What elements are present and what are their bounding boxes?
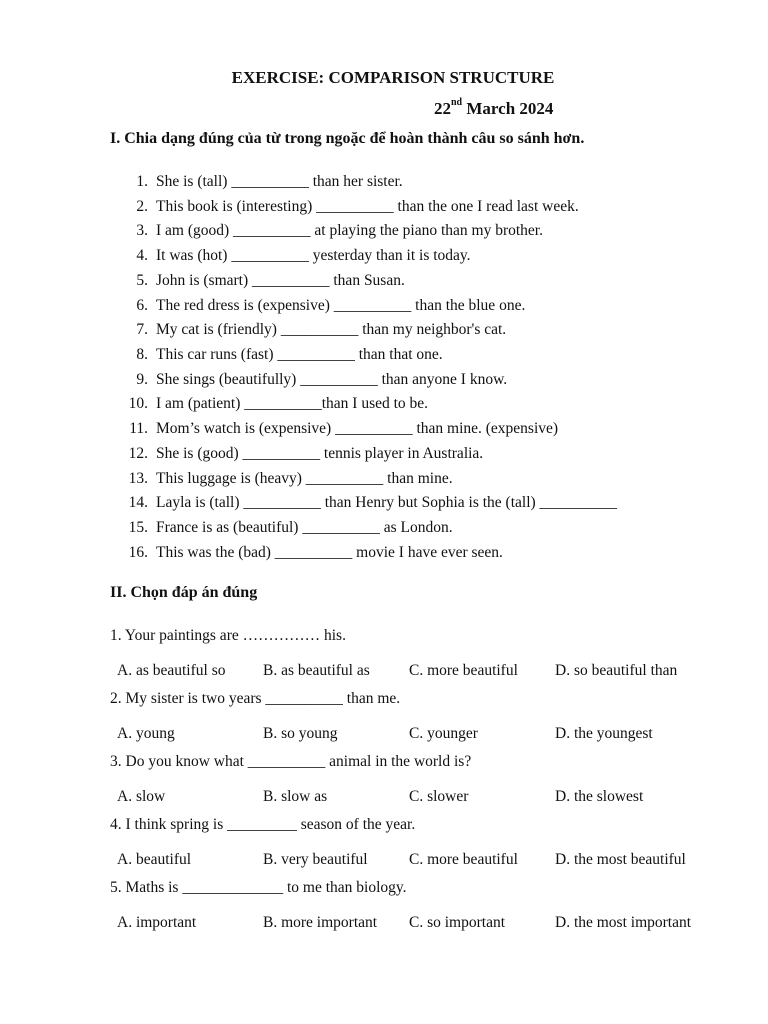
exercise-item: [0, 172, 768, 197]
question-text: 5. Maths is _____________ to me than biology.: [110, 879, 407, 896]
exercise-number: 11.: [129, 420, 148, 438]
answer-option-b: B. so young: [263, 725, 338, 742]
answer-option-a: A. as beautiful so: [117, 662, 226, 679]
exercise-item: [0, 493, 768, 518]
exercise-text: Mom’s watch is (expensive) __________ than mine. (expensive): [156, 420, 559, 438]
exercise-text: It was (hot) __________ yesterday than it is today.: [156, 247, 471, 265]
exercise-text: France is as (beautiful) __________ as London.: [156, 519, 453, 537]
answer-option-b: B. as beautiful as: [263, 662, 370, 679]
exercise-number: 16.: [128, 543, 148, 561]
exercise-text: She is (tall) __________ than her sister.: [156, 173, 403, 190]
answer-option-a: A. young: [117, 725, 175, 742]
answer-option-a: A. slow: [117, 788, 166, 805]
question-list: [0, 626, 768, 941]
exercise-item: [0, 469, 768, 494]
answer-option-d: D. the youngest: [555, 725, 653, 742]
exercise-number: 10.: [128, 395, 148, 413]
exercise-number: 1.: [136, 173, 148, 190]
date-suffix: nd: [451, 97, 463, 108]
exercise-number: 4.: [136, 247, 148, 265]
exercise-item: [0, 296, 768, 321]
answer-option-b: B. slow as: [263, 788, 328, 805]
exercise-number: 2.: [136, 197, 148, 215]
question-text: 4. I think spring is _________ season of the year.: [110, 816, 416, 833]
exercise-item: [0, 444, 768, 469]
exercise-item: [0, 394, 768, 419]
exercise-number: 7.: [136, 321, 148, 339]
answer-option-a: A. beautiful: [117, 851, 192, 868]
answer-option-b: B. very beautiful: [263, 851, 368, 868]
exercise-text: She is (good) __________ tennis player in Australia.: [156, 444, 484, 462]
exercise-text: Layla is (tall) __________ than Henry but Sophia is the (tall) __________: [156, 494, 618, 512]
answer-option-c: C. slower: [409, 788, 469, 805]
exercise-item: [0, 419, 768, 444]
exercise-number: 9.: [136, 370, 148, 388]
question-text: 3. Do you know what __________ animal in the world is?: [110, 753, 472, 770]
exercise-text: I am (patient) __________than I used to be.: [156, 395, 429, 413]
exercise-number: 14.: [128, 494, 148, 512]
section-1-heading: I. Chia dạng đúng của từ trong ngoặc để hoàn thành câu so sánh hơn.: [110, 130, 585, 147]
exercise-text: John is (smart) __________ than Susan.: [156, 271, 405, 289]
exercise-item: [0, 197, 768, 222]
question-item: [0, 815, 768, 878]
exercise-number: 8.: [136, 346, 148, 364]
exercise-item: [0, 221, 768, 246]
exercise-text: The red dress is (expensive) __________ than the blue one.: [156, 296, 526, 314]
exercise-item: [0, 320, 768, 345]
answer-option-d: D. the most important: [555, 914, 692, 931]
exercise-text: This book is (interesting) __________ than the one I read last week.: [156, 197, 579, 215]
answer-option-a: A. important: [117, 914, 197, 931]
date-line: [434, 99, 553, 119]
question-item: [0, 878, 768, 941]
answer-option-c: C. younger: [409, 725, 478, 742]
exercise-text: She sings (beautifully) __________ than anyone I know.: [156, 370, 508, 388]
exercise-number: 15.: [128, 519, 148, 537]
date-rest: March 2024: [462, 99, 554, 118]
answer-option-d: D. the slowest: [555, 788, 644, 805]
exercise-item: [0, 370, 768, 395]
question-item: [0, 689, 768, 752]
answer-option-c: C. more beautiful: [409, 662, 518, 679]
answer-option-d: D. the most beautiful: [555, 851, 686, 868]
date-day: 22: [434, 99, 451, 118]
answer-option-c: C. more beautiful: [409, 851, 518, 868]
page-title: EXERCISE: COMPARISON STRUCTURE: [231, 68, 555, 87]
question-item: [0, 626, 768, 689]
exercise-text: This car runs (fast) __________ than that one.: [156, 346, 443, 364]
exercise-text: This luggage is (heavy) __________ than mine.: [156, 469, 453, 487]
section-2-heading: II. Chọn đáp án đúng: [110, 584, 258, 601]
exercise-number: 3.: [136, 222, 148, 240]
question-text: 2. My sister is two years __________ than me.: [110, 690, 401, 707]
exercise-item: [0, 271, 768, 296]
answer-option-b: B. more important: [263, 914, 378, 931]
exercise-item: [0, 246, 768, 271]
exercise-number: 12.: [128, 444, 148, 462]
exercise-item: [0, 543, 768, 568]
exercise-number: 6.: [136, 296, 148, 314]
exercise-text: This was the (bad) __________ movie I have ever seen.: [156, 543, 503, 561]
exercise-number: 5.: [136, 271, 148, 289]
question-item: [0, 752, 768, 815]
exercise-item: [0, 518, 768, 543]
exercise-item: [0, 345, 768, 370]
exercise-text: My cat is (friendly) __________ than my neighbor's cat.: [156, 321, 507, 339]
answer-option-d: D. so beautiful than: [555, 662, 678, 679]
question-text: 1. Your paintings are …………… his.: [110, 627, 346, 644]
exercise-text: I am (good) __________ at playing the piano than my brother.: [156, 222, 543, 240]
answer-option-c: C. so important: [409, 914, 506, 931]
exercise-list: [0, 172, 768, 568]
exercise-number: 13.: [128, 469, 148, 487]
